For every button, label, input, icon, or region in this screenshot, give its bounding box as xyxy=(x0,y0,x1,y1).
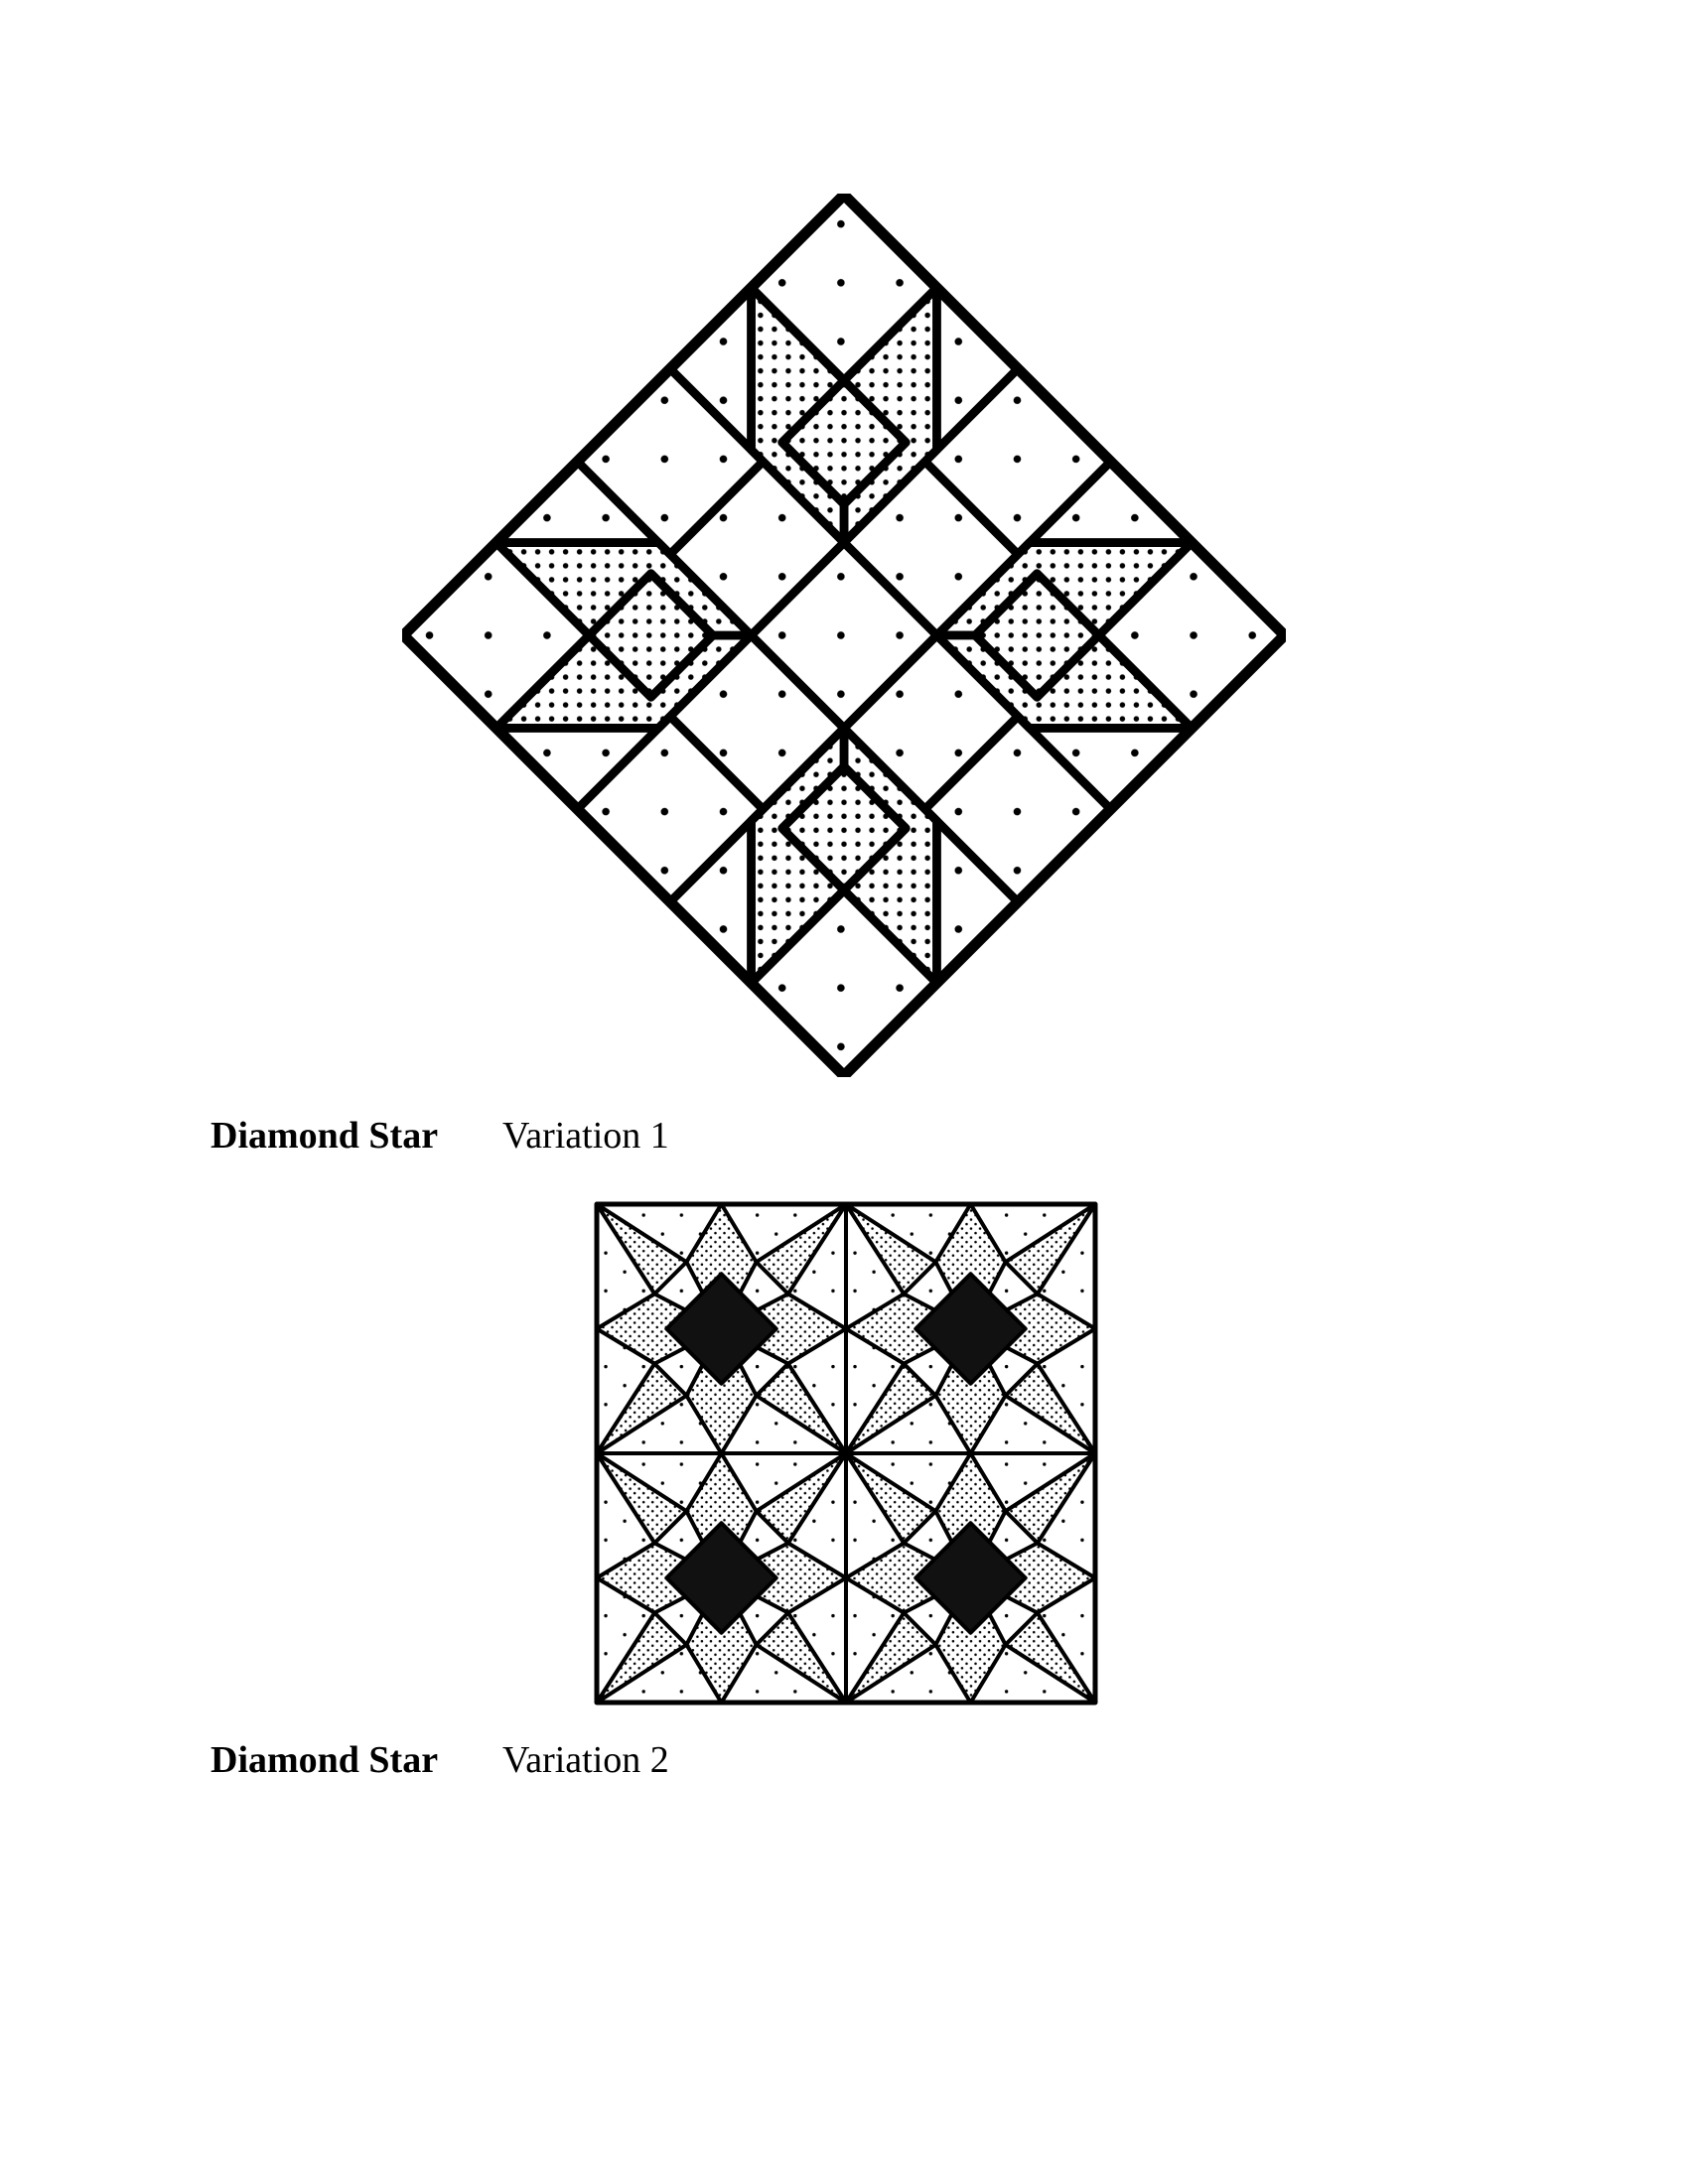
rotated-block xyxy=(403,195,1284,1075)
caption-variation: Variation 2 xyxy=(502,1739,669,1781)
quilt-block-diamond-star-variation-1 xyxy=(402,194,1286,1077)
figure-caption-1 xyxy=(211,1114,669,1158)
caption-block-name: Diamond Star xyxy=(211,1739,439,1781)
quilt-block-diamond-star-variation-2 xyxy=(594,1201,1098,1706)
caption-block-name: Diamond Star xyxy=(211,1115,439,1157)
figure-caption-2 xyxy=(211,1738,669,1782)
caption-variation: Variation 1 xyxy=(502,1115,669,1157)
